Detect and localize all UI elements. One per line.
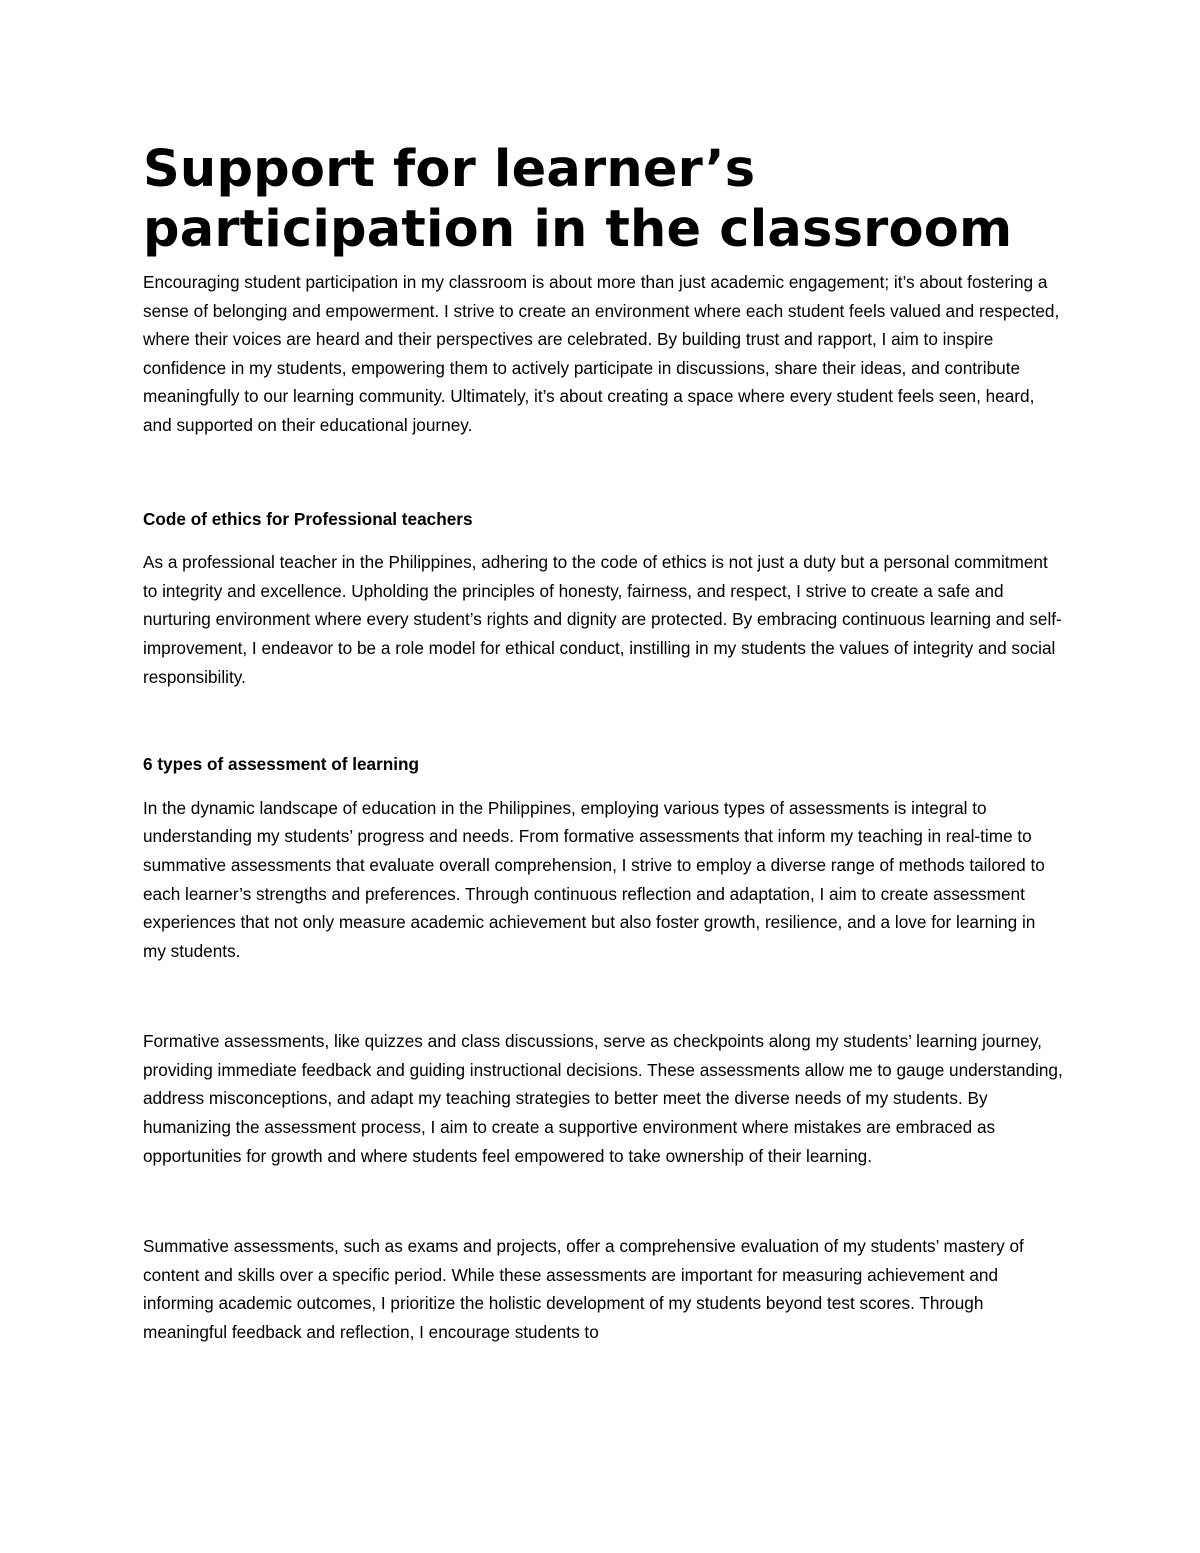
document-page <box>143 140 1063 1347</box>
code-of-ethics-paragraph: As a professional teacher in the Philippines, adhering to the code of ethics is not just a duty but a personal commitment to integrity and excellence. Upholding the principles of honesty, fairness, and respect, I strive to create a safe and nurturing environment where every student’s rights and dignity are protected. By embracing continuous learning and self-improvement, I endeavor to be a role model for ethical conduct, instilling in my students the values of integrity and social responsibility. <box>143 552 1062 687</box>
intro-paragraph: Encouraging student participation in my classroom is about more than just academic engagement; it’s about fostering a sense of belonging and empowerment. I strive to create an environment where each student feels valued and respected, where their voices are heard and their perspectives are celebrated. By building trust and rapport, I aim to inspire confidence in my students, empowering them to actively participate in discussions, share their ideas, and contribute meaningfully to our learning community. Ultimately, it’s about creating a space where every student feels seen, heard, and supported on their educational journey. <box>143 272 1060 435</box>
section-heading-code-of-ethics: Code of ethics for Professional teachers <box>143 508 473 529</box>
assessment-intro-paragraph: In the dynamic landscape of education in the Philippines, employing various types of assessments is integral to understanding my students’ progress and needs. From formative assessments that inform my teaching in real-time to summative assessments that evaluate overall comprehension, I strive to employ a diverse range of methods tailored to each learner’s strengths and preferences. Through continuous reflection and adaptation, I aim to create assessment experiences that not only measure academic achievement but also foster growth, resilience, and a love for learning in my students. <box>143 797 1045 961</box>
section-heading-assessment-types: 6 types of assessment of learning <box>143 754 420 775</box>
summative-assessment-paragraph: Summative assessments, such as exams and projects, offer a comprehensive evaluation of my students’ mastery of content and skills over a specific period. While these assessments are important for measuring achievement and informing academic outcomes, I prioritize the holistic development of my students beyond test scores. Through meaningful feedback and reflection, I encourage students to <box>143 1236 1024 1343</box>
formative-assessment-paragraph: Formative assessments, like quizzes and class discussions, serve as checkpoints along my students’ learning journey, providing immediate feedback and guiding instructional decisions. These assessments allow me to gauge understanding, address misconceptions, and adapt my teaching strategies to better meet the diverse needs of my students. By humanizing the assessment process, I aim to create a supportive environment where mistakes are embraced as opportunities for growth and where students feel empowered to take ownership of their learning. <box>143 1031 1063 1166</box>
document-title: Support for learner’s participation in the classroom <box>143 140 1013 259</box>
